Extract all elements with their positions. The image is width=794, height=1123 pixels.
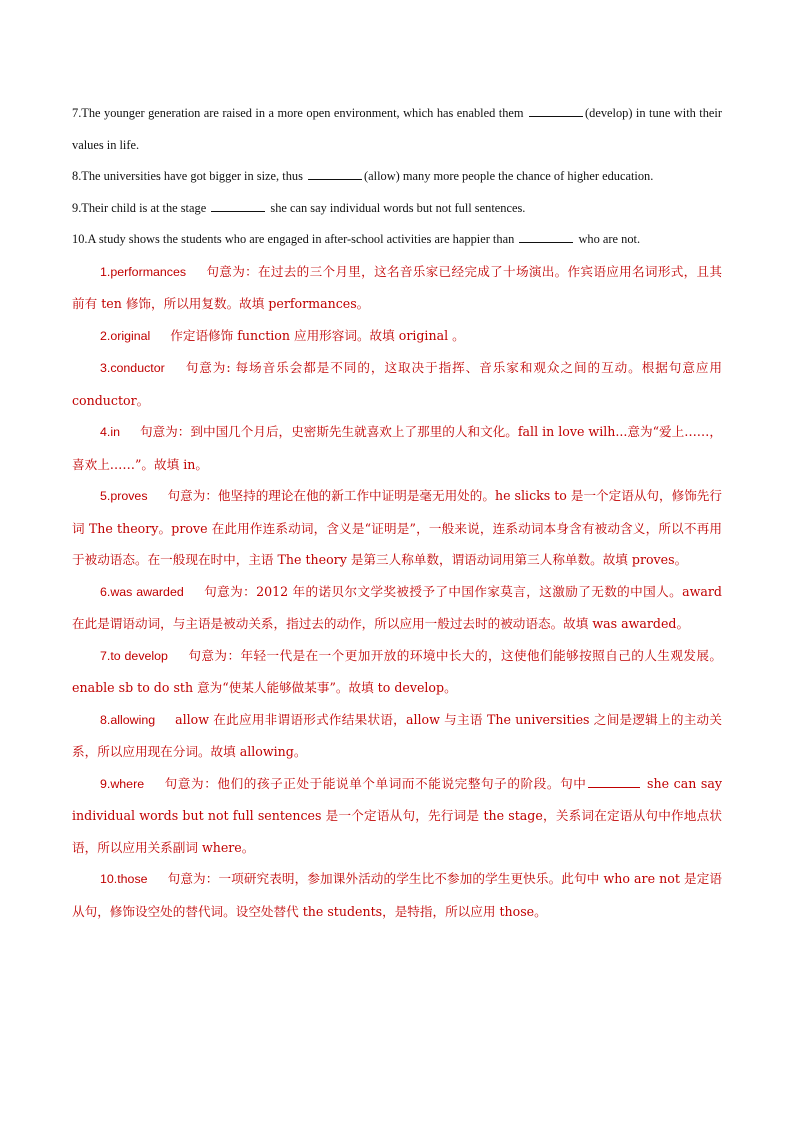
explanation-text: she can say individual words but not full sentences 是一个定语从句，先行词是 the stage，关系词在定语从句中作地点状语，所以应用关系副词 where。	[72, 775, 723, 855]
answer-key: 8.allowing	[100, 712, 156, 727]
answer-blank[interactable]	[529, 104, 583, 117]
answer-explanation-6	[72, 576, 722, 640]
question-text: she can say individual words but not full sentences.	[267, 200, 526, 215]
answer-explanation-5	[72, 480, 722, 576]
explanation-text: 句意为：一项研究表明，参加课外活动的学生比不参加的学生更快乐。此句中 who are not 是定语从句，修饰设空处的替代词。设空处替代 the students，是特指，所以应用 those。	[72, 871, 722, 919]
question-number: 8.	[72, 169, 82, 183]
question-8	[72, 161, 722, 193]
explanation-text: 句意为：在过去的三个月里，这名音乐家已经完成了十场演出。作宾语应用名词形式，且其前有 ten 修饰，所以用复数。故填 performances。	[72, 263, 722, 311]
document-page	[72, 98, 722, 927]
question-number: 7.	[72, 106, 82, 120]
answer-key: 10.those	[100, 872, 148, 886]
answer-explanation-1	[72, 256, 722, 320]
question-text: A study shows the students who are engaged in after-school activities are happier than	[87, 232, 518, 246]
question-text: (allow) many more people the chance of higher education.	[364, 169, 654, 183]
answer-key: 7.to develop	[100, 648, 168, 663]
answer-explanation-8	[72, 704, 722, 768]
question-text: who are not.	[575, 232, 641, 246]
explanation-text: 句意为：他们的孩子正处于能说单个单词而不能说完整句子的阶段。句中	[164, 775, 587, 791]
question-number: 10.	[72, 232, 88, 246]
question-text: Their child is at the stage	[81, 200, 210, 215]
answer-key: 2.original	[100, 328, 151, 343]
explanation-text: 句意为：年轻一代是在一个更加开放的环境中长大的，这使他们能够按照自己的人生观发展。enable sb to do sth 意为“使某人能够做某事”。故填 to develop。	[72, 647, 723, 695]
answer-explanation-2	[72, 320, 722, 353]
answer-blank	[588, 775, 640, 788]
question-7	[72, 98, 722, 161]
answer-key: 4.in	[100, 425, 120, 439]
answer-key: 6.was awarded	[100, 584, 184, 599]
explanation-text: 句意为：到中国几个月后，史密斯先生就喜欢上了那里的人和文化。fall in love wilh...意为“爱上……，喜欢上……”。故填 in。	[72, 424, 722, 472]
question-text: The younger generation are raised in a more open environment, which has enabled them	[81, 106, 527, 120]
question-10	[72, 224, 722, 256]
answer-explanation-4	[72, 416, 722, 480]
explanation-text: 句意为: 每场音乐会都是不同的，这取决于指挥、音乐家和观众之间的互动。根据句意应用 conductor。	[72, 360, 722, 408]
question-text: The universities have got bigger in size, thus	[81, 169, 306, 183]
answer-key: 5.proves	[100, 489, 148, 503]
explanation-text: allow 在此应用非谓语形式作结果状语，allow 与主语 The universities 之间是逻辑上的主动关系，所以应用现在分词。故填 allowing。	[72, 711, 722, 759]
question-number: 9.	[72, 200, 82, 215]
answer-key: 9.where	[100, 776, 145, 791]
answer-explanation-3	[72, 352, 722, 416]
answer-blank[interactable]	[519, 230, 573, 243]
answer-key: 3.conductor	[100, 361, 165, 375]
answer-blank[interactable]	[211, 199, 265, 212]
answer-explanation-10	[72, 863, 722, 927]
answer-explanation-7	[72, 640, 722, 704]
answer-key: 1.performances	[100, 264, 187, 279]
explanation-text: 句意为：他坚持的理论在他的新工作中证明是毫无用处的。he slicks to 是一个定语从句，修饰先行词 The theory。prove 在此用作连系动词，含义是“证明是”，一般来说，连系动词本身含有被动含义，所以不再用于被动语态。在一般现在时中，主语 The theory 是第三人称单数，谓语动词用第三人称单数。故填 proves。	[72, 488, 722, 567]
question-9	[72, 193, 722, 225]
explanation-text: 作定语修饰 function 应用形容词。故填 original 。	[170, 327, 465, 343]
answer-blank[interactable]	[308, 167, 362, 180]
answer-explanation-9	[72, 768, 722, 864]
question-text: (develop) in tune with their values in life.	[72, 106, 722, 152]
explanation-text: 句意为：2012 年的诺贝尔文学奖被授予了中国作家莫言，这激励了无数的中国人。award 在此是谓语动词，与主语是被动关系，指过去的动作，所以应用一般过去时的被动语态。故填 was awarded。	[72, 583, 722, 631]
